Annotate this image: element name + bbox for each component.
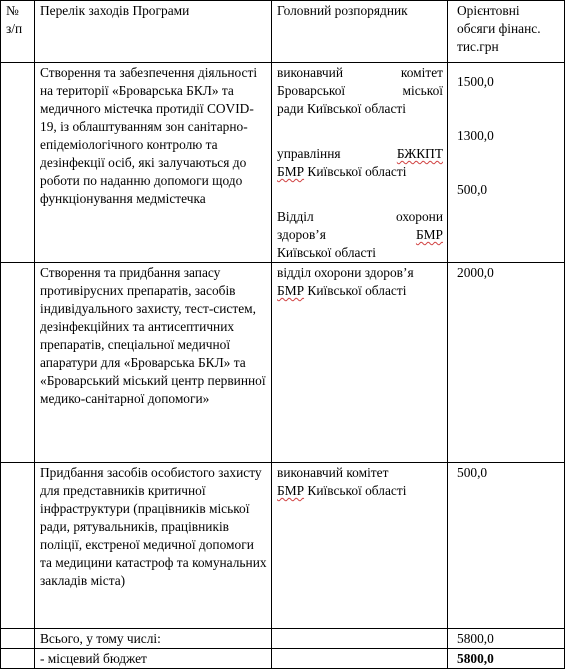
row-num-cell bbox=[1, 263, 35, 463]
table-row bbox=[1, 63, 565, 263]
manager-2-line1: управління БЖКПТ bbox=[277, 146, 443, 161]
manager-line2: БМР Київської області bbox=[277, 283, 407, 298]
row-measure-cell bbox=[35, 63, 272, 263]
header-funding-label: Орієнтовні обсяги фінанс. тис.грн bbox=[457, 3, 541, 54]
header-num-cell bbox=[1, 1, 35, 63]
row-funding-cell bbox=[448, 463, 565, 629]
header-measures-cell bbox=[35, 1, 272, 63]
header-measures-label: Перелік заходів Програми bbox=[40, 3, 190, 18]
manager-line1: відділ охорони здоров’я bbox=[277, 265, 414, 280]
manager-line2: БМР Київської області bbox=[277, 483, 407, 498]
manager-3-line3: Київської області bbox=[277, 245, 377, 260]
header-num-label: № з/п bbox=[6, 3, 23, 36]
amount: 2000,0 bbox=[457, 265, 494, 280]
amount-1: 1500,0 bbox=[457, 74, 494, 89]
total-manager-cell bbox=[272, 629, 448, 649]
amount: 500,0 bbox=[457, 465, 488, 480]
row-measure-cell bbox=[35, 463, 272, 629]
measure-text: Створення та придбання запасу противірусних препаратів, засобів індивідуального захисту, тест-систем, дезінфекційних та антисептичних препаратів, спеціальної медичної апаратури для «Броварська БКЛ» та «Броварський міський центр первинної медико-санітарної допомоги» bbox=[40, 265, 266, 406]
header-manager-label: Головний розпорядник bbox=[277, 3, 408, 18]
total-amount-cell bbox=[448, 629, 565, 649]
total-num-cell bbox=[1, 629, 35, 649]
table-header-row bbox=[1, 1, 565, 63]
row-manager-cell bbox=[272, 263, 448, 463]
manager-3-line1: Відділ охорони bbox=[277, 209, 443, 224]
measure-text: Створення та забезпечення діяльності на території «Броварська БКЛ» та медичного містечка протидії COVID-19, із облаштуванням зон санітарно-епідеміологічного контролю та дезінфекції осіб, які залучаються до роботи по наданню допомоги щодо функціонування медмістечка bbox=[40, 65, 258, 206]
row-measure-cell bbox=[35, 263, 272, 463]
table-row bbox=[1, 263, 565, 463]
manager-1-line2: ради Київської області bbox=[277, 101, 406, 116]
manager-1-line1: виконавчий комітет Броварської міської bbox=[277, 65, 443, 98]
amount-3: 500,0 bbox=[457, 182, 488, 197]
header-funding-cell bbox=[448, 1, 565, 63]
total-row bbox=[1, 629, 565, 649]
row-manager-cell bbox=[272, 463, 448, 629]
row-num-cell bbox=[1, 463, 35, 629]
amount-2: 1300,0 bbox=[457, 128, 494, 143]
total-label: Всього, у тому числі: bbox=[40, 631, 161, 646]
manager-2-line2: БМР Київської області bbox=[277, 164, 407, 179]
total-label-cell bbox=[35, 629, 272, 649]
total-amount: 5800,0 bbox=[457, 631, 494, 646]
measure-text: Придбання засобів особистого захисту для представників критичної інфраструктури (працівників міської ради, рятувальників, працівників поліції, екстреної медичної допомоги та медицини катастроф та комунальних закладів міста) bbox=[40, 465, 267, 588]
row-funding-cell bbox=[448, 63, 565, 263]
row-funding-cell bbox=[448, 263, 565, 463]
local-budget-label: - місцевий бюджет bbox=[40, 651, 147, 666]
manager-line1: виконавчий комітет bbox=[277, 465, 389, 480]
row-num-cell bbox=[1, 63, 35, 263]
table-row bbox=[1, 463, 565, 629]
row-manager-cell bbox=[272, 63, 448, 263]
manager-3-line2: здоров’я БМР bbox=[277, 227, 443, 242]
header-manager-cell bbox=[272, 1, 448, 63]
local-budget-amount: 5800,0 bbox=[457, 651, 494, 666]
